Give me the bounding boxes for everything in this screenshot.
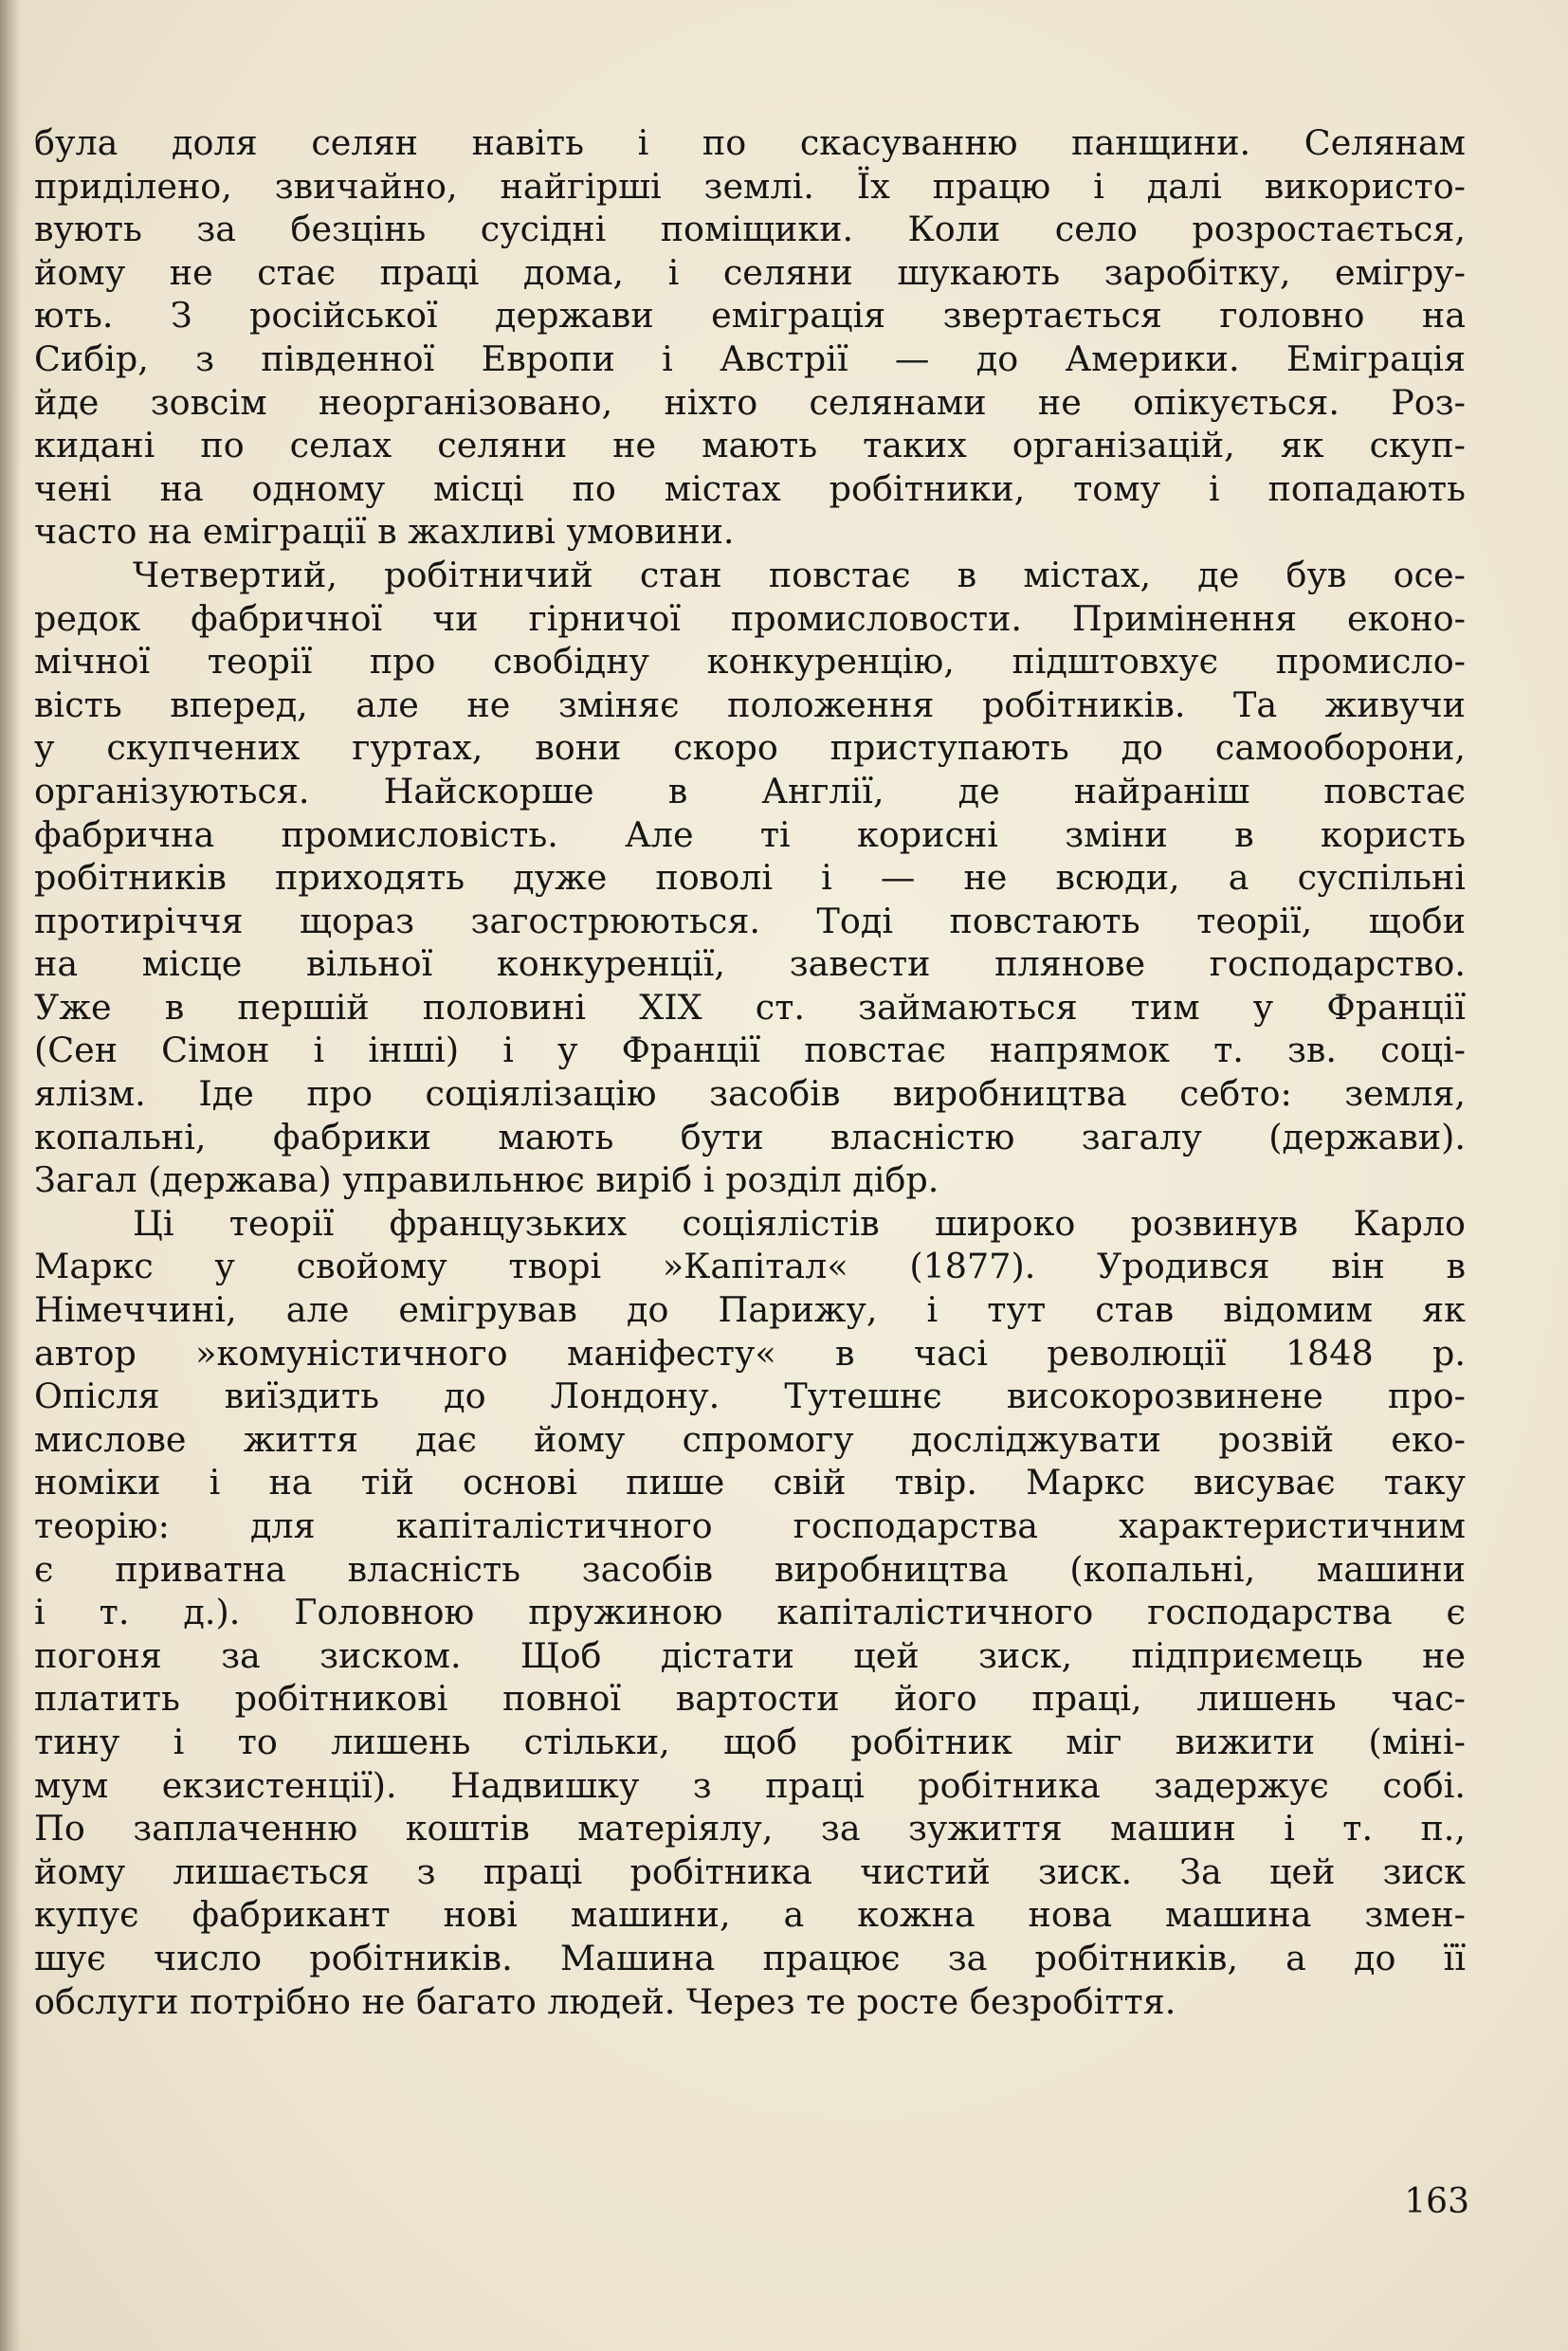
text-line: шує число робітників. Машина працює за робітників, а до її	[34, 1937, 1466, 1978]
text-line: тину і то лишень стільки, щоб робітник міг вижити (міні-	[34, 1721, 1466, 1762]
text-line: на місце вільної конкуренції, завести плянове господарство.	[34, 943, 1466, 985]
text-line: кидані по селах селяни не мають таких організацій, як скуп-	[34, 425, 1466, 466]
text-line: купує фабрикант нові машини, а кожна нова машина змен-	[34, 1894, 1466, 1936]
text-line: Німеччині, але емігрував до Парижу, і тут став відомим як	[34, 1289, 1466, 1331]
text-line: протиріччя щораз загострюються. Тоді повстають теорії, щоби	[34, 900, 1466, 941]
page-number: 163	[1404, 2182, 1469, 2221]
text-line: мум екзистенції). Надвишку з праці робітника задержує собі.	[34, 1764, 1466, 1806]
text-line: Маркс у свойому творі »Капітал« (1877). Уродився він в	[34, 1246, 1466, 1287]
text-line: йде зовсім неорганізовано, ніхто селянами не опікується. Роз-	[34, 381, 1466, 423]
text-line: вують за безцінь сусідні поміщики. Коли село розростається,	[34, 209, 1466, 250]
text-line: у скупчених гуртах, вони скоро приступають до самооборони,	[34, 727, 1466, 769]
text-line: фабрична промисловість. Але ті корисні зміни в користь	[34, 813, 1466, 855]
text-line: робітників приходять дуже поволі і — не всюди, а суспільні	[34, 857, 1466, 899]
page-binding-shadow	[0, 0, 21, 2351]
paragraph-1	[34, 121, 1466, 554]
text-line: теорію: для капіталістичного господарства характеристичним	[34, 1505, 1466, 1546]
text-line: часто на еміграції в жахливі умовини.	[34, 511, 735, 553]
text-line: платить робітникові повної вартости його праці, лишень час-	[34, 1678, 1466, 1720]
text-line: погоня за зиском. Щоб дістати цей зиск, підприємець не	[34, 1634, 1466, 1676]
text-line: була доля селян навіть і по скасуванню панщини. Селянам	[34, 122, 1466, 163]
text-line: вість вперед, але не зміняє положення робітників. Та живучи	[34, 683, 1466, 725]
paragraph-3	[34, 1202, 1466, 2023]
text-line: приділено, звичайно, найгірші землі. Їх працю і далі використо-	[34, 165, 1466, 207]
text-line: По заплаченню коштів матеріялу, за зужиття машин і т. п.,	[34, 1808, 1466, 1850]
text-line: Четвертий, робітничий стан повстає в містах, де був осе-	[133, 554, 1466, 595]
text-line: чені на одному місці по містах робітники, тому і попадають	[34, 467, 1466, 509]
text-line: йому не стає праці дома, і селяни шукають заробітку, емігру-	[34, 251, 1466, 293]
text-line: (Сен Сімон і інші) і у Франції повстає напрямок т. зв. соці-	[34, 1030, 1466, 1071]
text-line: ялізм. Іде про соціялізацію засобів виробництва себто: земля,	[34, 1073, 1466, 1115]
text-line: мічної теорії про свобідну конкуренцію, підштовхує промисло-	[34, 641, 1466, 683]
text-line: Загал (держава) управильнює виріб і розділ дібр.	[34, 1159, 939, 1201]
text-line: мислове життя дає йому спромогу досліджувати розвій еко-	[34, 1418, 1466, 1460]
text-line: копальні, фабрики мають бути власністю загалу (держави).	[34, 1116, 1466, 1157]
text-line: і т. д.). Головною пружиною капіталістичного господарства є	[34, 1592, 1466, 1633]
paragraph-2	[34, 554, 1466, 1202]
text-line: обслуги потрібно не багато людей. Через те росте безробіття.	[34, 1980, 1176, 2022]
text-line: йому лишається з праці робітника чистий зиск. За цей зиск	[34, 1850, 1466, 1892]
text-line: редок фабричної чи гірничої промисловости. Примінення еконо-	[34, 597, 1466, 639]
text-line: номіки і на тій основі пише свій твір. Маркс висуває таку	[34, 1462, 1466, 1504]
body-text	[34, 121, 1466, 2023]
text-line: організуються. Найскорше в Англії, де найраніш повстає	[34, 770, 1466, 811]
text-line: Опісля виїздить до Лондону. Тутешнє високорозвинене про-	[34, 1376, 1466, 1417]
text-line: Ці теорії французьких соціялістів широко розвинув Карло	[133, 1202, 1466, 1244]
text-line: ють. З російської держави еміграція звертається головно на	[34, 295, 1466, 337]
text-line: Сибір, з південної Европи і Австрії — до Америки. Еміграція	[34, 337, 1466, 379]
text-line: автор »комуністичного маніфесту« в часі революції 1848 р.	[34, 1332, 1466, 1374]
text-line: є приватна власність засобів виробництва (копальні, машини	[34, 1548, 1466, 1590]
text-line: Уже в першій половині XIX ст. займаються тим у Франції	[34, 986, 1466, 1028]
